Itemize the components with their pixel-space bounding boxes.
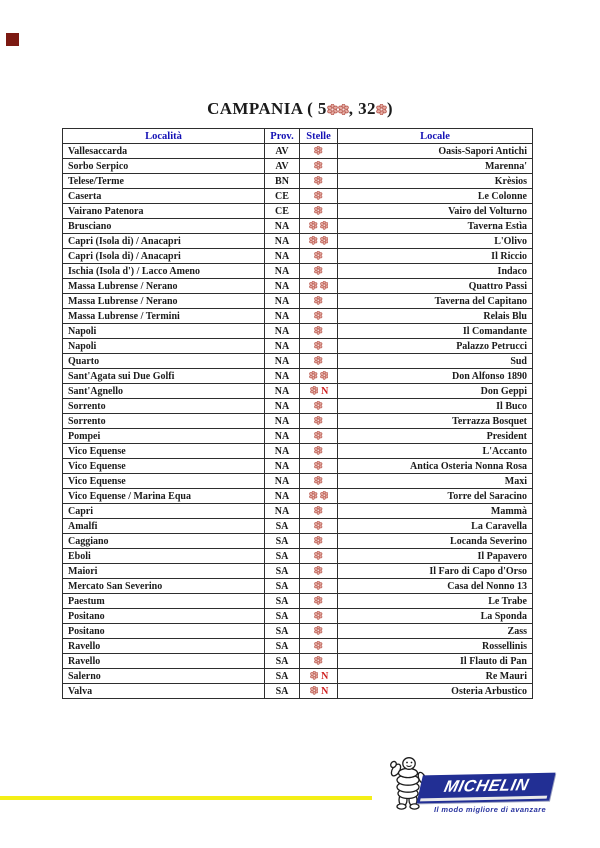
stelle-cell: [300, 534, 338, 549]
localita-cell: Caserta: [63, 189, 265, 204]
locale-cell: Marenna': [338, 159, 533, 174]
michelin-star-icon: [320, 371, 329, 380]
table-row: [63, 534, 533, 549]
header-prov: Prov.: [265, 129, 300, 144]
prov-cell: NA: [265, 459, 300, 474]
prov-cell: NA: [265, 309, 300, 324]
michelin-star-icon: [314, 311, 323, 320]
michelin-star-icon: [314, 611, 323, 620]
stelle-cell: [300, 549, 338, 564]
michelin-star-icon: [314, 356, 323, 365]
title-text-2: , 32: [348, 99, 376, 118]
stelle-cell: [300, 234, 338, 249]
localita-cell: Napoli: [63, 339, 265, 354]
page-title: [0, 99, 600, 119]
localita-cell: Massa Lubrense / Termini: [63, 309, 265, 324]
michelin-star-icon: [314, 641, 323, 650]
stelle-cell: [300, 384, 338, 399]
localita-cell: Telese/Terme: [63, 174, 265, 189]
prov-cell: SA: [265, 639, 300, 654]
michelin-star-icon: [314, 566, 323, 575]
locale-cell: Casa del Nonno 13: [338, 579, 533, 594]
locale-cell: Antica Osteria Nonna Rosa: [338, 459, 533, 474]
stelle-cell: [300, 474, 338, 489]
locale-cell: Il Faro di Capo d'Orso: [338, 564, 533, 579]
locale-cell: Don Alfonso 1890: [338, 369, 533, 384]
locale-cell: Palazzo Petrucci: [338, 339, 533, 354]
localita-cell: Brusciano: [63, 219, 265, 234]
michelin-brand-text: MICHELIN: [442, 776, 531, 796]
stelle-cell: [300, 369, 338, 384]
localita-cell: Pompei: [63, 429, 265, 444]
prov-cell: SA: [265, 609, 300, 624]
table-header-row: [63, 129, 533, 144]
stelle-cell: [300, 204, 338, 219]
table-row: [63, 174, 533, 189]
prov-cell: NA: [265, 234, 300, 249]
title-text-1: CAMPANIA ( 5: [207, 99, 327, 118]
localita-cell: Sorbo Serpico: [63, 159, 265, 174]
table-row: [63, 579, 533, 594]
prov-cell: CE: [265, 204, 300, 219]
locale-cell: Le Trabe: [338, 594, 533, 609]
prov-cell: SA: [265, 579, 300, 594]
locale-cell: Le Colonne: [338, 189, 533, 204]
stelle-cell: [300, 309, 338, 324]
table-row: [63, 294, 533, 309]
prov-cell: NA: [265, 489, 300, 504]
table-row: [63, 519, 533, 534]
michelin-logo: [386, 754, 571, 818]
localita-cell: Eboli: [63, 549, 265, 564]
table-row: [63, 564, 533, 579]
localita-cell: Amalfi: [63, 519, 265, 534]
table-row: [63, 549, 533, 564]
stelle-cell: [300, 519, 338, 534]
michelin-star-icon: [314, 266, 323, 275]
new-star-marker: N: [321, 685, 329, 697]
michelin-star-icon: [314, 596, 323, 605]
locale-cell: Rossellinis: [338, 639, 533, 654]
michelin-star-icon: [314, 536, 323, 545]
stelle-cell: [300, 429, 338, 444]
prov-cell: NA: [265, 414, 300, 429]
localita-cell: Paestum: [63, 594, 265, 609]
stelle-cell: [300, 279, 338, 294]
stelle-cell: [300, 219, 338, 234]
table-row: [63, 684, 533, 699]
locale-cell: L'Accanto: [338, 444, 533, 459]
michelin-star-icon: [314, 476, 323, 485]
michelin-star-icon: [309, 281, 318, 290]
localita-cell: Vico Equense: [63, 459, 265, 474]
locale-cell: Terrazza Bosquet: [338, 414, 533, 429]
table-row: [63, 609, 533, 624]
stelle-cell: [300, 249, 338, 264]
locale-cell: Quattro Passi: [338, 279, 533, 294]
table-row: [63, 639, 533, 654]
prov-cell: SA: [265, 519, 300, 534]
table-row: [63, 384, 533, 399]
localita-cell: Maiori: [63, 564, 265, 579]
michelin-star-icon: [314, 581, 323, 590]
prov-cell: AV: [265, 159, 300, 174]
stelle-cell: [300, 669, 338, 684]
locale-cell: Maxi: [338, 474, 533, 489]
prov-cell: NA: [265, 384, 300, 399]
prov-cell: NA: [265, 474, 300, 489]
stelle-cell: [300, 174, 338, 189]
michelin-star-icon: [376, 104, 387, 115]
header-locale: Locale: [338, 129, 533, 144]
localita-cell: Caggiano: [63, 534, 265, 549]
prov-cell: SA: [265, 684, 300, 699]
locale-cell: Indaco: [338, 264, 533, 279]
michelin-star-icon: [314, 506, 323, 515]
locale-cell: Osteria Arbustico: [338, 684, 533, 699]
prov-cell: NA: [265, 339, 300, 354]
table-row: [63, 414, 533, 429]
title-two-stars: [327, 99, 349, 118]
stelle-cell: [300, 399, 338, 414]
prov-cell: NA: [265, 369, 300, 384]
locale-cell: Il Comandante: [338, 324, 533, 339]
localita-cell: Sant'Agnello: [63, 384, 265, 399]
locale-cell: Relais Blu: [338, 309, 533, 324]
localita-cell: Sant'Agata sui Due Golfi: [63, 369, 265, 384]
new-star-marker: N: [321, 670, 329, 682]
michelin-star-icon: [314, 626, 323, 635]
michelin-star-icon: [314, 656, 323, 665]
prov-cell: SA: [265, 564, 300, 579]
michelin-star-icon: [314, 521, 323, 530]
stelle-cell: [300, 324, 338, 339]
michelin-star-icon: [314, 251, 323, 260]
prov-cell: SA: [265, 654, 300, 669]
table-row: [63, 594, 533, 609]
prov-cell: NA: [265, 504, 300, 519]
stelle-cell: [300, 294, 338, 309]
table-row: [63, 624, 533, 639]
prov-cell: NA: [265, 324, 300, 339]
prov-cell: NA: [265, 399, 300, 414]
locale-cell: Taverna del Capitano: [338, 294, 533, 309]
stelle-cell: [300, 444, 338, 459]
locale-cell: Re Mauri: [338, 669, 533, 684]
table-body: [63, 144, 533, 699]
stelle-cell: [300, 159, 338, 174]
localita-cell: Ravello: [63, 639, 265, 654]
table-row: [63, 474, 533, 489]
prov-cell: AV: [265, 144, 300, 159]
locale-cell: President: [338, 429, 533, 444]
locale-cell: Mammà: [338, 504, 533, 519]
michelin-tagline: Il modo migliore di avanzare: [433, 805, 547, 814]
localita-cell: Sorrento: [63, 414, 265, 429]
locale-cell: L'Olivo: [338, 234, 533, 249]
locale-cell: Il Flauto di Pan: [338, 654, 533, 669]
localita-cell: Vallesaccarda: [63, 144, 265, 159]
stelle-cell: [300, 654, 338, 669]
table-row: [63, 189, 533, 204]
locale-cell: La Sponda: [338, 609, 533, 624]
localita-cell: Capri (Isola di) / Anacapri: [63, 249, 265, 264]
stelle-cell: [300, 609, 338, 624]
title-text-3: ): [386, 99, 393, 118]
michelin-star-icon: [320, 491, 329, 500]
localita-cell: Ischia (Isola d') / Lacco Ameno: [63, 264, 265, 279]
stelle-cell: [300, 489, 338, 504]
localita-cell: Napoli: [63, 324, 265, 339]
michelin-star-icon: [309, 491, 318, 500]
michelin-star-icon: [310, 671, 319, 680]
michelin-star-icon: [338, 104, 349, 115]
stelle-cell: [300, 414, 338, 429]
stelle-cell: [300, 564, 338, 579]
prov-cell: NA: [265, 264, 300, 279]
locale-cell: Torre del Saracino: [338, 489, 533, 504]
localita-cell: Mercato San Severino: [63, 579, 265, 594]
michelin-star-icon: [309, 221, 318, 230]
michelin-star-icon: [314, 146, 323, 155]
michelin-star-icon: [320, 281, 329, 290]
localita-cell: Massa Lubrense / Nerano: [63, 294, 265, 309]
stelle-cell: [300, 579, 338, 594]
prov-cell: SA: [265, 534, 300, 549]
stelle-cell: [300, 624, 338, 639]
prov-cell: NA: [265, 249, 300, 264]
table-row: [63, 249, 533, 264]
michelin-star-icon: [314, 296, 323, 305]
stelle-cell: [300, 264, 338, 279]
table-row: [63, 459, 533, 474]
locale-cell: Vairo del Volturno: [338, 204, 533, 219]
table-row: [63, 219, 533, 234]
table-row: [63, 279, 533, 294]
table-row: [63, 324, 533, 339]
michelin-star-icon: [314, 326, 323, 335]
michelin-star-icon: [314, 416, 323, 425]
table-row: [63, 144, 533, 159]
table-row: [63, 264, 533, 279]
table-row: [63, 444, 533, 459]
table-row: [63, 204, 533, 219]
title-one-star: [376, 99, 387, 118]
localita-cell: Capri: [63, 504, 265, 519]
table-row: [63, 354, 533, 369]
yellow-stripe: [0, 796, 372, 800]
prov-cell: NA: [265, 294, 300, 309]
localita-cell: Positano: [63, 624, 265, 639]
table-row: [63, 669, 533, 684]
stelle-cell: [300, 594, 338, 609]
michelin-star-icon: [314, 176, 323, 185]
michelin-star-icon: [320, 221, 329, 230]
localita-cell: Ravello: [63, 654, 265, 669]
michelin-star-icon: [310, 686, 319, 695]
table-row: [63, 654, 533, 669]
locale-cell: Sud: [338, 354, 533, 369]
prov-cell: NA: [265, 354, 300, 369]
localita-cell: Quarto: [63, 354, 265, 369]
prov-cell: SA: [265, 549, 300, 564]
prov-cell: CE: [265, 189, 300, 204]
michelin-star-icon: [314, 341, 323, 350]
corner-mark: [6, 33, 19, 46]
michelin-star-icon: [314, 461, 323, 470]
localita-cell: Massa Lubrense / Nerano: [63, 279, 265, 294]
prov-cell: SA: [265, 669, 300, 684]
michelin-star-icon: [314, 161, 323, 170]
table-row: [63, 399, 533, 414]
table-row: [63, 339, 533, 354]
stelle-cell: [300, 144, 338, 159]
locale-cell: Oasis-Sapori Antichi: [338, 144, 533, 159]
locale-cell: La Caravella: [338, 519, 533, 534]
table-row: [63, 429, 533, 444]
localita-cell: Vico Equense: [63, 444, 265, 459]
table-row: [63, 159, 533, 174]
stelle-cell: [300, 684, 338, 699]
prov-cell: NA: [265, 429, 300, 444]
prov-cell: NA: [265, 444, 300, 459]
michelin-star-icon: [314, 191, 323, 200]
michelin-star-icon: [314, 431, 323, 440]
michelin-star-icon: [320, 236, 329, 245]
locale-cell: Il Riccio: [338, 249, 533, 264]
michelin-star-icon: [327, 104, 338, 115]
stelle-cell: [300, 639, 338, 654]
michelin-star-icon: [310, 386, 319, 395]
stelle-cell: [300, 339, 338, 354]
locale-cell: Krèsios: [338, 174, 533, 189]
stelle-cell: [300, 354, 338, 369]
localita-cell: Valva: [63, 684, 265, 699]
stelle-cell: [300, 189, 338, 204]
new-star-marker: N: [321, 385, 329, 397]
locale-cell: Taverna Estìa: [338, 219, 533, 234]
stelle-cell: [300, 459, 338, 474]
michelin-star-icon: [309, 236, 318, 245]
locale-cell: Il Papavero: [338, 549, 533, 564]
localita-cell: Vairano Patenora: [63, 204, 265, 219]
prov-cell: NA: [265, 279, 300, 294]
prov-cell: SA: [265, 624, 300, 639]
localita-cell: Positano: [63, 609, 265, 624]
localita-cell: Sorrento: [63, 399, 265, 414]
locale-cell: Il Buco: [338, 399, 533, 414]
locale-cell: Locanda Severino: [338, 534, 533, 549]
stelle-cell: [300, 504, 338, 519]
restaurant-table: [62, 128, 533, 699]
table-row: [63, 234, 533, 249]
table-row: [63, 489, 533, 504]
michelin-star-icon: [314, 551, 323, 560]
michelin-star-icon: [314, 446, 323, 455]
table-row: [63, 504, 533, 519]
header-localita: Località: [63, 129, 265, 144]
michelin-star-icon: [314, 206, 323, 215]
locale-cell: Don Geppi: [338, 384, 533, 399]
prov-cell: NA: [265, 219, 300, 234]
table-row: [63, 369, 533, 384]
locale-cell: Zass: [338, 624, 533, 639]
prov-cell: SA: [265, 594, 300, 609]
localita-cell: Vico Equense / Marina Equa: [63, 489, 265, 504]
localita-cell: Vico Equense: [63, 474, 265, 489]
header-stelle: Stelle: [300, 129, 338, 144]
michelin-star-icon: [309, 371, 318, 380]
localita-cell: Capri (Isola di) / Anacapri: [63, 234, 265, 249]
localita-cell: Salerno: [63, 669, 265, 684]
table-row: [63, 309, 533, 324]
michelin-star-icon: [314, 401, 323, 410]
prov-cell: BN: [265, 174, 300, 189]
michelin-wordmark-plate: [416, 773, 555, 804]
